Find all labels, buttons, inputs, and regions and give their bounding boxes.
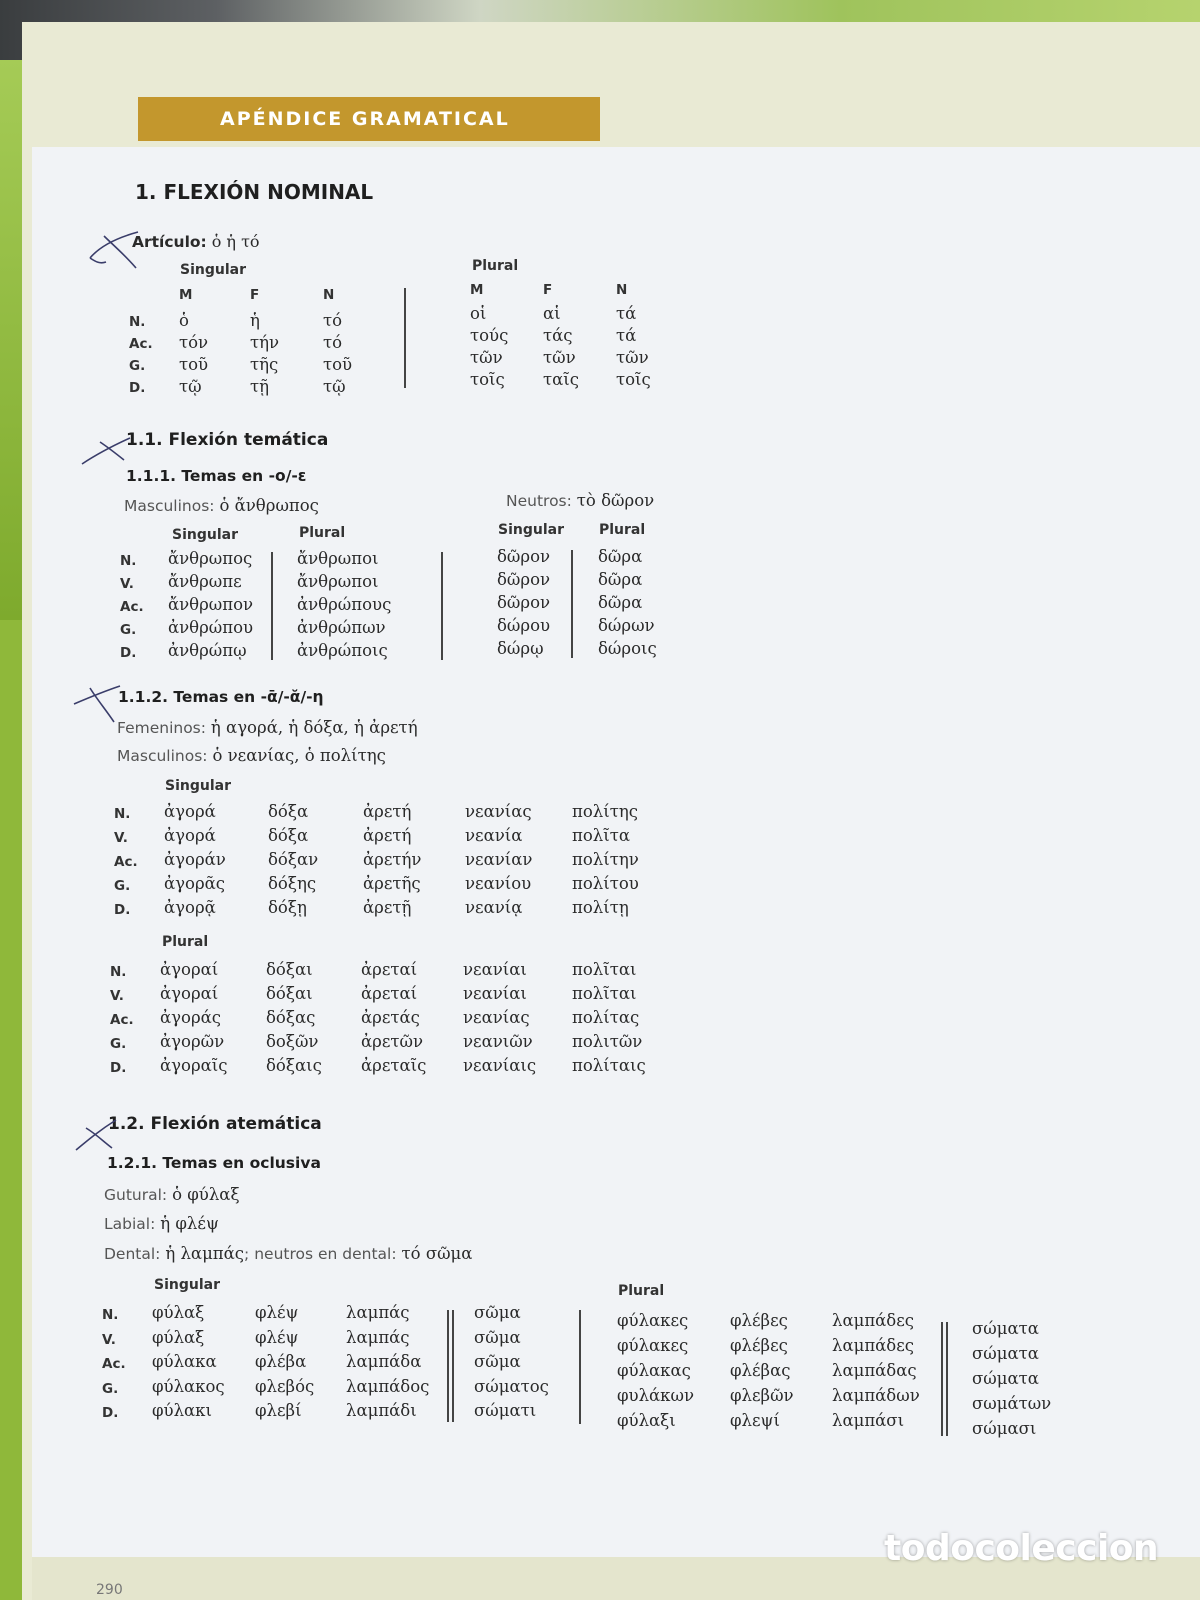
- table-cell: πολίτας: [572, 1008, 640, 1027]
- table-cell: τοῖς: [616, 370, 651, 389]
- table-cell: δῶρα: [598, 547, 643, 566]
- site-watermark: todocoleccion: [884, 1528, 1159, 1569]
- oclusiva-plural-label: Plural: [618, 1283, 665, 1299]
- neutros-plural-label: Plural: [599, 522, 646, 538]
- temas-a-singular-label: Singular: [165, 778, 231, 794]
- case-label: D.: [129, 380, 146, 396]
- case-label: G.: [129, 358, 146, 374]
- gutural-example: ὁ φύλαξ: [172, 1185, 240, 1204]
- case-label: N.: [102, 1307, 119, 1323]
- labial-label: Labial:: [104, 1215, 156, 1233]
- table-cell: ἀγοραί: [160, 984, 219, 1003]
- table-cell: τό: [323, 333, 343, 352]
- table-cell: ἀνθρώπῳ: [168, 641, 247, 660]
- table-cell: τοῦ: [323, 355, 353, 374]
- table-cell: νεανίαν: [465, 850, 533, 869]
- table-cell: φύλακα: [152, 1352, 217, 1371]
- table-cell: σῶμα: [474, 1327, 521, 1347]
- table-cell: φλεβί: [255, 1401, 302, 1420]
- table-cell: τῷ: [179, 377, 202, 396]
- table-cell: φύλακι: [152, 1401, 212, 1420]
- subsection-title-1-1-2: 1.1.2. Temas en -ᾱ/-ᾰ/-η: [118, 688, 324, 706]
- gender-header: M: [179, 287, 193, 303]
- table-cell: δοξῶν: [266, 1032, 319, 1051]
- table-cell: πολῖτα: [572, 826, 630, 845]
- table-cell: ἀρετάς: [361, 1008, 420, 1027]
- table-cell: λαμπάσι: [832, 1411, 905, 1430]
- table-cell: σώματος: [474, 1376, 549, 1396]
- table-cell: λαμπάδα: [346, 1352, 422, 1371]
- table-cell: ἀγοράς: [160, 1008, 222, 1027]
- articulo-label: Artículo:: [132, 233, 207, 251]
- case-label: G.: [120, 622, 137, 638]
- table-cell: τά: [616, 304, 637, 323]
- table-cell: ἀνθρώπου: [168, 618, 254, 637]
- subsection-title-1-2-1: 1.2.1. Temas en oclusiva: [107, 1154, 321, 1172]
- masculinos-label: Masculinos:: [124, 497, 215, 515]
- table-cell: δῶρα: [598, 593, 643, 612]
- table-cell: δώροις: [598, 639, 657, 658]
- table-cell: νεανίᾳ: [465, 898, 523, 917]
- femeninos-intro: [117, 718, 418, 737]
- case-label: Ac.: [102, 1356, 126, 1372]
- table-cell: φλεψί: [730, 1411, 780, 1430]
- table-cell: τήν: [250, 333, 280, 352]
- table-cell: φύλακες: [617, 1336, 689, 1355]
- table-cell: τούς: [470, 326, 509, 345]
- table-cell: ἀνθρώποις: [297, 641, 388, 660]
- table-cell: σῶμα: [474, 1352, 521, 1371]
- section-header-band: APÉNDICE GRAMATICAL: [138, 97, 600, 141]
- neutros-label: Neutros:: [506, 492, 572, 510]
- table-cell: δώρου: [497, 616, 551, 635]
- table-cell: λαμπάδες: [832, 1311, 915, 1330]
- gutural-intro: [104, 1185, 240, 1204]
- table-cell: δῶρα: [598, 570, 643, 589]
- neutros-singular-label: Singular: [498, 522, 564, 538]
- table-cell: πολίτου: [572, 874, 639, 893]
- handwritten-check-mark-icon: [86, 228, 142, 270]
- labial-example: ἡ φλέψ: [160, 1214, 219, 1233]
- table-cell: φυλάκων: [617, 1386, 694, 1405]
- table-cell: τῆς: [250, 355, 279, 374]
- table-cell: ἀγοράν: [164, 850, 226, 869]
- table-cell: σώμασι: [972, 1419, 1037, 1438]
- temas-o-divider-1: [271, 552, 273, 660]
- case-label: V.: [110, 988, 124, 1004]
- table-cell: σώματα: [972, 1319, 1039, 1338]
- case-label: D.: [102, 1405, 119, 1421]
- table-cell: τάς: [543, 326, 573, 345]
- table-cell: πολῖται: [572, 984, 637, 1003]
- table-cell: σωμάτων: [972, 1394, 1052, 1413]
- case-label: D.: [110, 1060, 127, 1076]
- case-label: Ac.: [120, 599, 144, 615]
- table-cell: ἄνθρωποι: [297, 549, 379, 568]
- table-cell: δώρῳ: [497, 639, 544, 658]
- table-cell: φύλαξ: [152, 1303, 205, 1322]
- table-cell: ἀρετῆς: [363, 874, 421, 893]
- gender-header: M: [470, 282, 484, 298]
- table-cell: φύλαξ: [152, 1327, 205, 1347]
- table-cell: ἀνθρώπων: [297, 618, 386, 637]
- table-cell: δόξαι: [266, 984, 313, 1003]
- table-cell: φύλακες: [617, 1311, 689, 1330]
- table-cell: τῷ: [323, 377, 346, 396]
- table-cell: δῶρον: [497, 570, 551, 589]
- gutural-label: Gutural:: [104, 1186, 168, 1204]
- table-cell: τῶν: [543, 348, 576, 367]
- gender-header: F: [250, 287, 260, 303]
- dental-example: [165, 1244, 244, 1263]
- table-cell: ὁ: [179, 311, 189, 330]
- articulo-divider: [404, 288, 406, 388]
- table-cell: ἀρετήν: [363, 850, 422, 869]
- table-cell: σώματα: [972, 1369, 1039, 1388]
- subsection-title-1-1: 1.1. Flexión temática: [126, 430, 329, 450]
- table-cell: τοῖς: [470, 370, 505, 389]
- table-cell: πολῖται: [572, 960, 637, 979]
- table-cell: νεανία: [465, 826, 523, 845]
- masculinos-example: ὁ ἄνθρωπος: [219, 496, 319, 515]
- case-label: V.: [120, 576, 134, 592]
- table-cell: ἀγορᾶς: [164, 874, 226, 893]
- table-cell: τῇ: [250, 377, 270, 396]
- table-cell: τῶν: [616, 348, 649, 367]
- table-cell: δῶρον: [497, 547, 551, 566]
- temas-o-plural-label: Plural: [299, 525, 346, 541]
- table-cell: λαμπάδος: [346, 1376, 430, 1396]
- femeninos-examples: ἡ αγορά, ἡ δόξα, ἡ ἀρετή: [210, 718, 418, 737]
- dental-separator: ;: [244, 1245, 250, 1263]
- case-label: G.: [110, 1036, 127, 1052]
- table-cell: ἄνθρωπον: [168, 595, 254, 614]
- table-cell: νεανίας: [463, 1008, 530, 1027]
- table-cell: δόξαν: [268, 850, 319, 869]
- case-label: G.: [102, 1380, 119, 1397]
- table-cell: φλέβα: [255, 1352, 307, 1371]
- case-label: Ac.: [129, 336, 153, 352]
- table-cell: φύλακος: [152, 1376, 225, 1396]
- table-cell: ἄνθρωπος: [168, 549, 253, 568]
- gender-header: N: [616, 282, 628, 298]
- table-cell: νεανίας: [465, 802, 532, 821]
- temas-o-divider-2: [441, 552, 443, 660]
- table-cell: ἄνθρωποι: [297, 572, 379, 591]
- table-cell: δόξαι: [266, 960, 313, 979]
- table-cell: νεανίαις: [463, 1056, 537, 1075]
- table-cell: νεανίαι: [463, 984, 527, 1003]
- articulo-forms: ὁ ἡ τό: [211, 232, 260, 251]
- table-cell: πολιτῶν: [572, 1032, 643, 1051]
- table-cell: πολίτῃ: [572, 898, 629, 917]
- table-cell: τά: [616, 326, 637, 345]
- table-cell: λαμπάς: [346, 1327, 410, 1347]
- table-cell: δόξα: [268, 802, 309, 821]
- table-cell: νεανιῶν: [463, 1032, 533, 1051]
- oclusiva-double-line-a2: [452, 1310, 454, 1422]
- temas-o-divider-3: [571, 550, 573, 658]
- labial-intro: [104, 1214, 219, 1233]
- table-cell: σώματα: [972, 1344, 1039, 1363]
- table-cell: ἀρετῶν: [361, 1032, 424, 1051]
- table-cell: ἀγορά: [164, 802, 216, 821]
- table-cell: νεανίαι: [463, 960, 527, 979]
- table-cell: δόξας: [266, 1008, 316, 1027]
- table-cell: αἱ: [543, 304, 561, 323]
- oclusiva-double-line-a1: [447, 1310, 449, 1422]
- case-label: N.: [120, 553, 137, 569]
- table-cell: φλέβες: [730, 1311, 788, 1330]
- table-cell: οἱ: [470, 304, 487, 323]
- table-cell: ταῖς: [543, 370, 579, 389]
- neutros-example: τὸ δῶρον: [576, 491, 655, 510]
- table-cell: δόξαις: [266, 1056, 322, 1075]
- gender-header: F: [543, 282, 553, 298]
- dental-label: Dental:: [104, 1245, 161, 1263]
- table-cell: φλέψ: [255, 1327, 299, 1347]
- table-cell: τόν: [179, 333, 209, 352]
- table-cell: ἀρεταί: [361, 984, 418, 1003]
- handwritten-check-mark-icon: [70, 682, 124, 726]
- oclusiva-divider: [579, 1310, 581, 1424]
- table-cell: ἀγορᾷ: [164, 898, 216, 917]
- temas-a-plural-label: Plural: [162, 934, 209, 950]
- femeninos-label: Femeninos:: [117, 719, 206, 737]
- table-cell: τῶν: [470, 348, 503, 367]
- masculinos-a-intro: [117, 746, 386, 765]
- oclusiva-singular-label: Singular: [154, 1277, 220, 1293]
- table-cell: λαμπάδων: [832, 1386, 920, 1405]
- neutros-dental-example: τό σῶμα: [401, 1244, 473, 1263]
- subsection-title-1-2: 1.2. Flexión atemática: [108, 1114, 322, 1134]
- table-cell: πολίτην: [572, 850, 639, 869]
- table-cell: τοῦ: [179, 355, 209, 374]
- oclusiva-double-line-b2: [946, 1322, 948, 1436]
- table-cell: ἀρετῇ: [363, 898, 412, 917]
- dental-intro: [104, 1244, 472, 1263]
- case-label: N.: [114, 806, 131, 822]
- table-cell: ἀγοραί: [160, 960, 219, 979]
- table-cell: δόξα: [268, 826, 309, 845]
- temas-o-singular-label: Singular: [172, 527, 238, 543]
- table-cell: δώρων: [598, 616, 655, 635]
- table-cell: φλέψ: [255, 1303, 299, 1322]
- table-cell: λαμπάδες: [832, 1336, 915, 1355]
- table-cell: φλεβῶν: [730, 1386, 794, 1405]
- articulo-heading: [132, 232, 260, 251]
- table-cell: πολίτης: [572, 802, 638, 821]
- page-number: 290: [96, 1582, 123, 1598]
- articulo-singular-label: Singular: [180, 262, 246, 278]
- case-label: V.: [102, 1331, 116, 1348]
- table-cell: φύλαξι: [617, 1411, 676, 1430]
- oclusiva-double-line-b1: [941, 1322, 943, 1436]
- table-cell: δόξης: [268, 874, 317, 893]
- neutros-dental-label: neutros en dental:: [254, 1245, 397, 1263]
- case-label: Ac.: [114, 854, 138, 870]
- table-cell: ἀγορά: [164, 826, 216, 845]
- case-label: Ac.: [110, 1012, 134, 1028]
- subsection-title-1-1-1: 1.1.1. Temas en -ο/-ε: [126, 467, 307, 485]
- table-cell: ἀγοραῖς: [160, 1056, 228, 1075]
- table-cell: ἀρεταί: [361, 960, 418, 979]
- case-label: V.: [114, 830, 128, 846]
- neutros-intro: [506, 491, 654, 510]
- table-cell: ἀρετή: [363, 826, 412, 845]
- table-cell: δῶρον: [497, 593, 551, 612]
- table-cell: φύλακας: [617, 1361, 691, 1380]
- handwritten-check-mark-icon: [78, 430, 134, 470]
- case-label: G.: [114, 878, 131, 894]
- case-label: N.: [129, 314, 146, 330]
- table-cell: πολίταις: [572, 1056, 646, 1075]
- table-cell: ἡ: [250, 311, 260, 330]
- table-cell: δόξῃ: [268, 898, 307, 917]
- section-title: 1. FLEXIÓN NOMINAL: [135, 180, 374, 204]
- table-cell: φλεβός: [255, 1376, 315, 1396]
- dental-word: ἡ λαμπάς: [165, 1244, 245, 1263]
- case-label: D.: [120, 645, 137, 661]
- table-cell: νεανίου: [465, 874, 532, 893]
- table-cell: ἀνθρώπους: [297, 595, 392, 614]
- masculinos-a-label: Masculinos:: [117, 747, 208, 765]
- articulo-plural-label: Plural: [472, 258, 519, 274]
- masculinos-intro: [124, 496, 319, 515]
- table-cell: λαμπάδι: [346, 1401, 417, 1420]
- table-cell: σώματι: [474, 1401, 537, 1420]
- table-cell: ἄνθρωπε: [168, 572, 242, 591]
- table-cell: φλέβες: [730, 1336, 788, 1355]
- table-cell: σῶμα: [474, 1303, 521, 1322]
- gender-header: N: [323, 287, 335, 303]
- table-cell: ἀρετή: [363, 802, 412, 821]
- table-cell: λαμπάδας: [832, 1361, 917, 1380]
- case-label: D.: [114, 902, 131, 918]
- table-cell: ἀγορῶν: [160, 1032, 225, 1051]
- table-cell: τό: [323, 311, 343, 330]
- table-cell: ἀρεταῖς: [361, 1056, 427, 1075]
- table-cell: φλέβας: [730, 1361, 791, 1380]
- case-label: N.: [110, 964, 127, 980]
- handwritten-check-mark-icon: [72, 1114, 120, 1156]
- table-cell: λαμπάς: [346, 1303, 410, 1322]
- masculinos-a-examples: ὁ νεανίας, ὁ πολίτης: [212, 746, 386, 765]
